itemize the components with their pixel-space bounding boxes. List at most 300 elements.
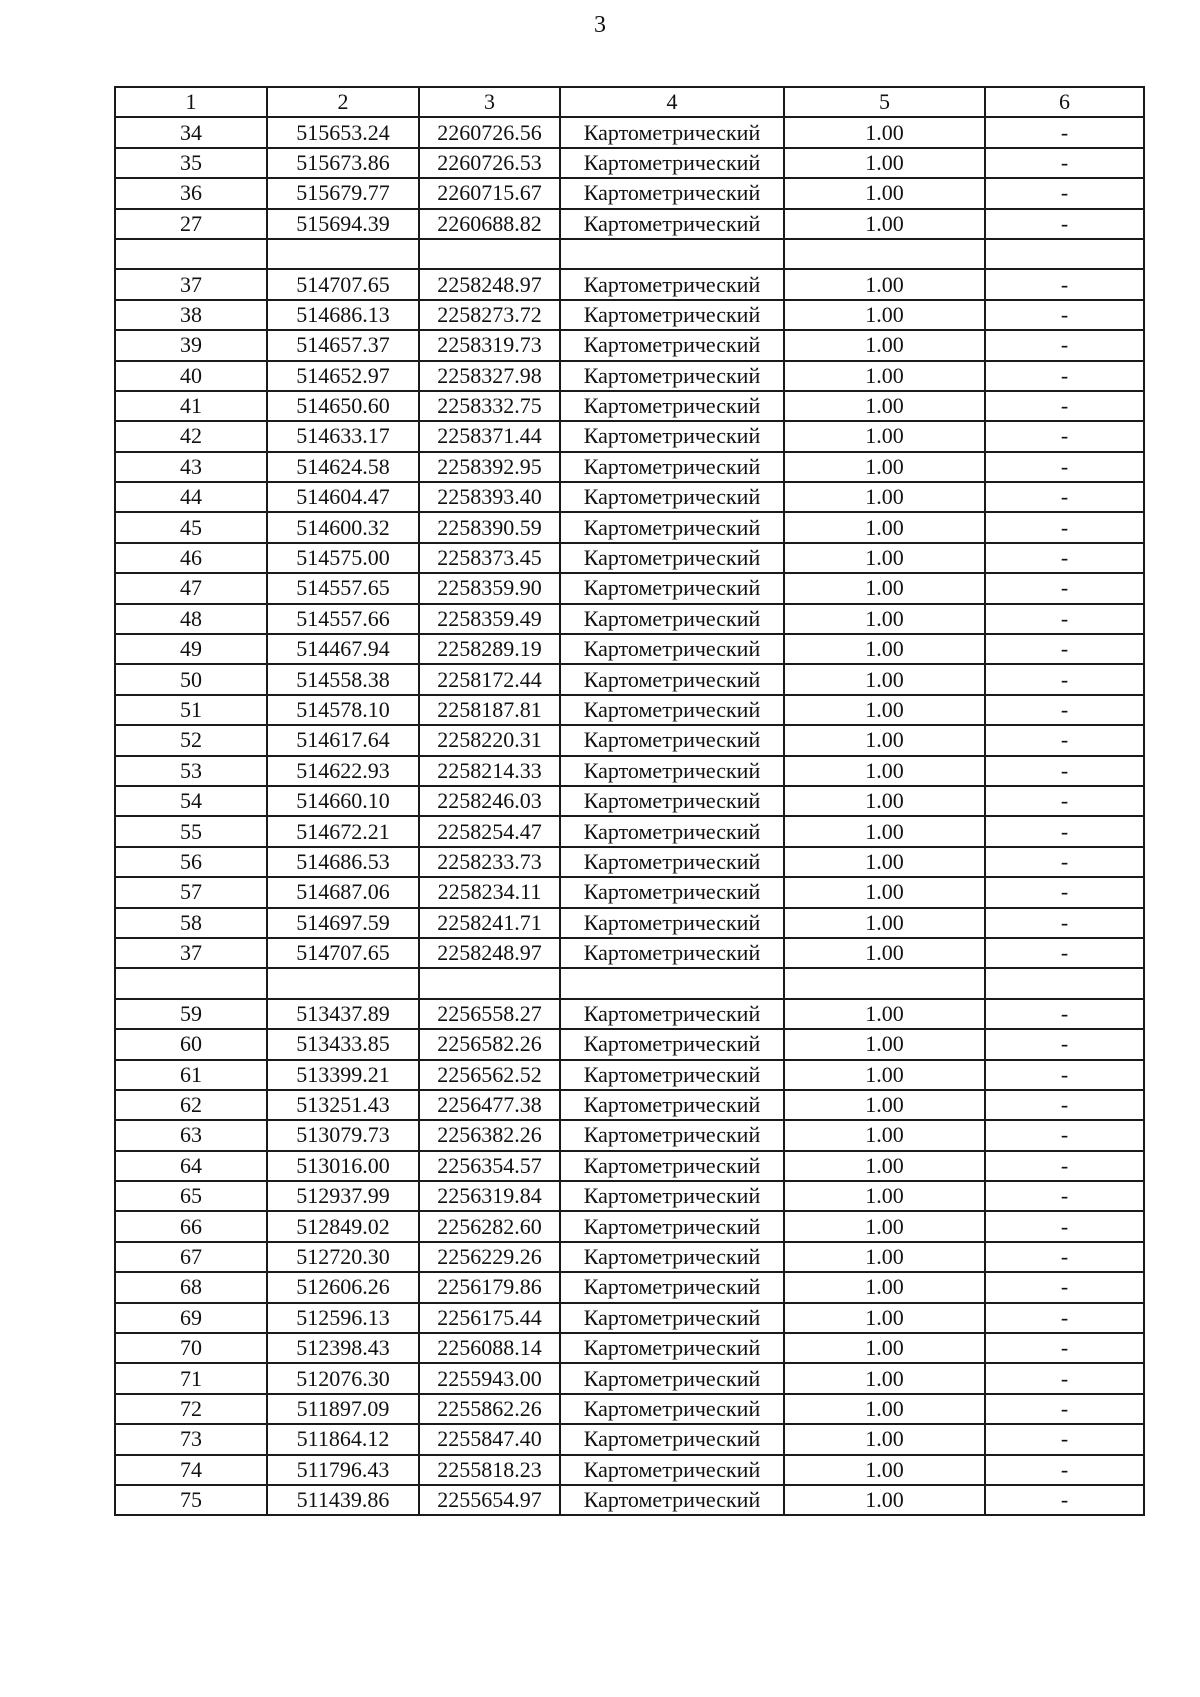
table-row: [115, 634, 1144, 664]
point-number-cell: 55: [115, 816, 267, 846]
point-number-cell: 66: [115, 1211, 267, 1241]
x-coordinate-cell: 513399.21: [267, 1060, 419, 1090]
point-number-cell: 49: [115, 634, 267, 664]
point-number-cell: 39: [115, 330, 267, 360]
point-number-cell: 36: [115, 178, 267, 208]
description-cell: -: [985, 452, 1144, 482]
description-cell: -: [985, 1211, 1144, 1241]
method-cell: Картометрический: [560, 117, 784, 147]
x-coordinate-cell: 513437.89: [267, 999, 419, 1029]
table-header: [115, 87, 1144, 117]
table-row: [115, 1333, 1144, 1363]
description-cell: -: [985, 178, 1144, 208]
accuracy-cell: [784, 968, 985, 998]
x-coordinate-cell: 514467.94: [267, 634, 419, 664]
y-coordinate-cell: 2256088.14: [419, 1333, 560, 1363]
description-cell: -: [985, 908, 1144, 938]
description-cell: -: [985, 512, 1144, 542]
y-coordinate-cell: 2258187.81: [419, 695, 560, 725]
y-coordinate-cell: 2260726.53: [419, 148, 560, 178]
description-cell: -: [985, 1272, 1144, 1302]
y-coordinate-cell: 2258371.44: [419, 421, 560, 451]
point-number-cell: 63: [115, 1120, 267, 1150]
table-row: [115, 908, 1144, 938]
point-number-cell: 41: [115, 391, 267, 421]
method-cell: Картометрический: [560, 1363, 784, 1393]
method-cell: Картометрический: [560, 756, 784, 786]
x-coordinate-cell: 512398.43: [267, 1333, 419, 1363]
y-coordinate-cell: 2258254.47: [419, 816, 560, 846]
description-cell: -: [985, 330, 1144, 360]
accuracy-cell: 1.00: [784, 269, 985, 299]
point-number-cell: 53: [115, 756, 267, 786]
table-row: [115, 938, 1144, 968]
table-row: [115, 239, 1144, 269]
accuracy-cell: 1.00: [784, 786, 985, 816]
x-coordinate-cell: 514657.37: [267, 330, 419, 360]
y-coordinate-cell: [419, 239, 560, 269]
x-coordinate-cell: 511439.86: [267, 1485, 419, 1515]
method-cell: Картометрический: [560, 604, 784, 634]
page-number: 3: [594, 12, 606, 38]
method-cell: Картометрический: [560, 1272, 784, 1302]
point-number-cell: 70: [115, 1333, 267, 1363]
table-row: [115, 117, 1144, 147]
method-cell: Картометрический: [560, 725, 784, 755]
point-number-cell: 45: [115, 512, 267, 542]
y-coordinate-cell: 2256282.60: [419, 1211, 560, 1241]
accuracy-cell: 1.00: [784, 816, 985, 846]
x-coordinate-cell: 512606.26: [267, 1272, 419, 1302]
table-row: [115, 1181, 1144, 1211]
y-coordinate-cell: 2256477.38: [419, 1090, 560, 1120]
x-coordinate-cell: 514604.47: [267, 482, 419, 512]
y-coordinate-cell: 2255847.40: [419, 1424, 560, 1454]
point-number-cell: 40: [115, 361, 267, 391]
method-cell: Картометрический: [560, 786, 784, 816]
accuracy-cell: 1.00: [784, 1090, 985, 1120]
point-number-cell: 72: [115, 1394, 267, 1424]
header-cell-6: 6: [985, 87, 1144, 117]
y-coordinate-cell: 2256179.86: [419, 1272, 560, 1302]
header-cell-1: 1: [115, 87, 267, 117]
method-cell: Картометрический: [560, 1303, 784, 1333]
description-cell: -: [985, 1029, 1144, 1059]
description-cell: -: [985, 604, 1144, 634]
table-row: [115, 756, 1144, 786]
y-coordinate-cell: 2256582.26: [419, 1029, 560, 1059]
description-cell: [985, 239, 1144, 269]
header-row: [115, 87, 1144, 117]
accuracy-cell: 1.00: [784, 756, 985, 786]
method-cell: Картометрический: [560, 999, 784, 1029]
x-coordinate-cell: [267, 968, 419, 998]
x-coordinate-cell: 514652.97: [267, 361, 419, 391]
x-coordinate-cell: 513016.00: [267, 1151, 419, 1181]
y-coordinate-cell: 2255943.00: [419, 1363, 560, 1393]
y-coordinate-cell: 2258172.44: [419, 664, 560, 694]
point-number-cell: 59: [115, 999, 267, 1029]
table-row: [115, 1090, 1144, 1120]
description-cell: -: [985, 421, 1144, 451]
table-row: [115, 1455, 1144, 1485]
point-number-cell: 52: [115, 725, 267, 755]
accuracy-cell: 1.00: [784, 300, 985, 330]
x-coordinate-cell: 515694.39: [267, 209, 419, 239]
description-cell: -: [985, 1485, 1144, 1515]
x-coordinate-cell: 512720.30: [267, 1242, 419, 1272]
accuracy-cell: 1.00: [784, 543, 985, 573]
method-cell: Картометрический: [560, 1029, 784, 1059]
description-cell: -: [985, 1120, 1144, 1150]
method-cell: Картометрический: [560, 300, 784, 330]
description-cell: -: [985, 877, 1144, 907]
point-number-cell: 46: [115, 543, 267, 573]
accuracy-cell: 1.00: [784, 938, 985, 968]
accuracy-cell: 1.00: [784, 1424, 985, 1454]
description-cell: -: [985, 1242, 1144, 1272]
description-cell: -: [985, 999, 1144, 1029]
description-cell: -: [985, 847, 1144, 877]
accuracy-cell: 1.00: [784, 1272, 985, 1302]
accuracy-cell: 1.00: [784, 330, 985, 360]
accuracy-cell: 1.00: [784, 1120, 985, 1150]
accuracy-cell: 1.00: [784, 1485, 985, 1515]
method-cell: Картометрический: [560, 209, 784, 239]
x-coordinate-cell: 514600.32: [267, 512, 419, 542]
point-number-cell: [115, 239, 267, 269]
description-cell: -: [985, 816, 1144, 846]
description-cell: -: [985, 1363, 1144, 1393]
table-row: [115, 148, 1144, 178]
accuracy-cell: [784, 239, 985, 269]
table-row: [115, 543, 1144, 573]
method-cell: Картометрический: [560, 1151, 784, 1181]
x-coordinate-cell: 514660.10: [267, 786, 419, 816]
y-coordinate-cell: 2258390.59: [419, 512, 560, 542]
point-number-cell: 58: [115, 908, 267, 938]
accuracy-cell: 1.00: [784, 1242, 985, 1272]
y-coordinate-cell: 2255862.26: [419, 1394, 560, 1424]
description-cell: -: [985, 1181, 1144, 1211]
point-number-cell: 51: [115, 695, 267, 725]
y-coordinate-cell: 2258319.73: [419, 330, 560, 360]
method-cell: Картометрический: [560, 877, 784, 907]
method-cell: Картометрический: [560, 664, 784, 694]
description-cell: -: [985, 786, 1144, 816]
method-cell: Картометрический: [560, 1485, 784, 1515]
method-cell: Картометрический: [560, 421, 784, 451]
description-cell: -: [985, 1060, 1144, 1090]
description-cell: -: [985, 1303, 1144, 1333]
point-number-cell: 62: [115, 1090, 267, 1120]
method-cell: Картометрический: [560, 1394, 784, 1424]
accuracy-cell: 1.00: [784, 664, 985, 694]
point-number-cell: 69: [115, 1303, 267, 1333]
point-number-cell: 65: [115, 1181, 267, 1211]
table-row: [115, 1303, 1144, 1333]
y-coordinate-cell: 2255818.23: [419, 1455, 560, 1485]
description-cell: -: [985, 482, 1144, 512]
table-row: [115, 877, 1144, 907]
x-coordinate-cell: 515679.77: [267, 178, 419, 208]
point-number-cell: 73: [115, 1424, 267, 1454]
table-row: [115, 1151, 1144, 1181]
point-number-cell: 38: [115, 300, 267, 330]
description-cell: -: [985, 1424, 1144, 1454]
table-row: [115, 452, 1144, 482]
header-cell-2: 2: [267, 87, 419, 117]
y-coordinate-cell: 2258393.40: [419, 482, 560, 512]
point-number-cell: 47: [115, 573, 267, 603]
y-coordinate-cell: 2258273.72: [419, 300, 560, 330]
x-coordinate-cell: 515653.24: [267, 117, 419, 147]
table-row: [115, 786, 1144, 816]
description-cell: -: [985, 1455, 1144, 1485]
y-coordinate-cell: 2258214.33: [419, 756, 560, 786]
y-coordinate-cell: [419, 968, 560, 998]
method-cell: Картометрический: [560, 391, 784, 421]
accuracy-cell: 1.00: [784, 452, 985, 482]
accuracy-cell: 1.00: [784, 117, 985, 147]
accuracy-cell: 1.00: [784, 573, 985, 603]
y-coordinate-cell: 2260715.67: [419, 178, 560, 208]
x-coordinate-cell: 514633.17: [267, 421, 419, 451]
table-row: [115, 968, 1144, 998]
x-coordinate-cell: 514624.58: [267, 452, 419, 482]
y-coordinate-cell: 2258289.19: [419, 634, 560, 664]
y-coordinate-cell: 2256319.84: [419, 1181, 560, 1211]
table-row: [115, 300, 1144, 330]
point-number-cell: 42: [115, 421, 267, 451]
x-coordinate-cell: 514578.10: [267, 695, 419, 725]
coordinates-table: [114, 86, 1145, 1516]
method-cell: Картометрический: [560, 1424, 784, 1454]
table-row: [115, 330, 1144, 360]
x-coordinate-cell: 514686.53: [267, 847, 419, 877]
description-cell: -: [985, 695, 1144, 725]
table-row: [115, 482, 1144, 512]
point-number-cell: 67: [115, 1242, 267, 1272]
method-cell: Картометрический: [560, 512, 784, 542]
y-coordinate-cell: 2258248.97: [419, 269, 560, 299]
y-coordinate-cell: 2258233.73: [419, 847, 560, 877]
accuracy-cell: 1.00: [784, 1211, 985, 1241]
x-coordinate-cell: 514707.65: [267, 269, 419, 299]
point-number-cell: [115, 968, 267, 998]
point-number-cell: 34: [115, 117, 267, 147]
description-cell: -: [985, 573, 1144, 603]
description-cell: -: [985, 1151, 1144, 1181]
description-cell: -: [985, 543, 1144, 573]
x-coordinate-cell: 511897.09: [267, 1394, 419, 1424]
y-coordinate-cell: 2256175.44: [419, 1303, 560, 1333]
x-coordinate-cell: 514557.66: [267, 604, 419, 634]
table-row: [115, 1272, 1144, 1302]
description-cell: -: [985, 148, 1144, 178]
y-coordinate-cell: 2256558.27: [419, 999, 560, 1029]
x-coordinate-cell: 514686.13: [267, 300, 419, 330]
point-number-cell: 68: [115, 1272, 267, 1302]
x-coordinate-cell: 512596.13: [267, 1303, 419, 1333]
table-row: [115, 847, 1144, 877]
point-number-cell: 71: [115, 1363, 267, 1393]
table-row: [115, 1060, 1144, 1090]
x-coordinate-cell: 514557.65: [267, 573, 419, 603]
x-coordinate-cell: 514622.93: [267, 756, 419, 786]
method-cell: Картометрический: [560, 938, 784, 968]
x-coordinate-cell: 514650.60: [267, 391, 419, 421]
description-cell: -: [985, 634, 1144, 664]
method-cell: Картометрический: [560, 269, 784, 299]
table-row: [115, 1363, 1144, 1393]
accuracy-cell: 1.00: [784, 1455, 985, 1485]
accuracy-cell: 1.00: [784, 1151, 985, 1181]
x-coordinate-cell: 514617.64: [267, 725, 419, 755]
x-coordinate-cell: 515673.86: [267, 148, 419, 178]
y-coordinate-cell: 2258248.97: [419, 938, 560, 968]
method-cell: Картометрический: [560, 634, 784, 664]
x-coordinate-cell: 511864.12: [267, 1424, 419, 1454]
table-row: [115, 178, 1144, 208]
table-row: [115, 209, 1144, 239]
method-cell: Картометрический: [560, 482, 784, 512]
x-coordinate-cell: 512849.02: [267, 1211, 419, 1241]
description-cell: -: [985, 725, 1144, 755]
y-coordinate-cell: 2256382.26: [419, 1120, 560, 1150]
x-coordinate-cell: 514697.59: [267, 908, 419, 938]
description-cell: [985, 968, 1144, 998]
description-cell: -: [985, 361, 1144, 391]
accuracy-cell: 1.00: [784, 999, 985, 1029]
point-number-cell: 37: [115, 938, 267, 968]
table-body: [115, 117, 1144, 1515]
description-cell: -: [985, 117, 1144, 147]
method-cell: Картометрический: [560, 816, 784, 846]
table-row: [115, 999, 1144, 1029]
accuracy-cell: 1.00: [784, 361, 985, 391]
description-cell: -: [985, 1333, 1144, 1363]
accuracy-cell: 1.00: [784, 604, 985, 634]
point-number-cell: 64: [115, 1151, 267, 1181]
description-cell: -: [985, 391, 1144, 421]
accuracy-cell: 1.00: [784, 908, 985, 938]
table-row: [115, 269, 1144, 299]
description-cell: -: [985, 300, 1144, 330]
accuracy-cell: 1.00: [784, 877, 985, 907]
accuracy-cell: 1.00: [784, 1333, 985, 1363]
table-row: [115, 1242, 1144, 1272]
point-number-cell: 50: [115, 664, 267, 694]
accuracy-cell: 1.00: [784, 148, 985, 178]
point-number-cell: 56: [115, 847, 267, 877]
method-cell: Картометрический: [560, 452, 784, 482]
x-coordinate-cell: 514707.65: [267, 938, 419, 968]
point-number-cell: 37: [115, 269, 267, 299]
description-cell: -: [985, 1394, 1144, 1424]
method-cell: Картометрический: [560, 361, 784, 391]
y-coordinate-cell: 2260726.56: [419, 117, 560, 147]
table-row: [115, 573, 1144, 603]
table-row: [115, 664, 1144, 694]
point-number-cell: 48: [115, 604, 267, 634]
description-cell: -: [985, 269, 1144, 299]
accuracy-cell: 1.00: [784, 482, 985, 512]
x-coordinate-cell: 514575.00: [267, 543, 419, 573]
y-coordinate-cell: 2258392.95: [419, 452, 560, 482]
method-cell: Картометрический: [560, 178, 784, 208]
method-cell: Картометрический: [560, 1242, 784, 1272]
method-cell: Картометрический: [560, 1120, 784, 1150]
accuracy-cell: 1.00: [784, 1363, 985, 1393]
point-number-cell: 61: [115, 1060, 267, 1090]
accuracy-cell: 1.00: [784, 1303, 985, 1333]
y-coordinate-cell: 2258327.98: [419, 361, 560, 391]
x-coordinate-cell: 514687.06: [267, 877, 419, 907]
y-coordinate-cell: 2258220.31: [419, 725, 560, 755]
table-row: [115, 816, 1144, 846]
y-coordinate-cell: 2258332.75: [419, 391, 560, 421]
x-coordinate-cell: 514558.38: [267, 664, 419, 694]
table-row: [115, 1211, 1144, 1241]
description-cell: -: [985, 938, 1144, 968]
x-coordinate-cell: 513433.85: [267, 1029, 419, 1059]
method-cell: Картометрический: [560, 148, 784, 178]
accuracy-cell: 1.00: [784, 178, 985, 208]
accuracy-cell: 1.00: [784, 695, 985, 725]
x-coordinate-cell: 512937.99: [267, 1181, 419, 1211]
table-row: [115, 1485, 1144, 1515]
table-row: [115, 1029, 1144, 1059]
y-coordinate-cell: 2256562.52: [419, 1060, 560, 1090]
method-cell: [560, 239, 784, 269]
table-row: [115, 361, 1144, 391]
method-cell: Картометрический: [560, 847, 784, 877]
y-coordinate-cell: 2256354.57: [419, 1151, 560, 1181]
y-coordinate-cell: 2256229.26: [419, 1242, 560, 1272]
point-number-cell: 57: [115, 877, 267, 907]
accuracy-cell: 1.00: [784, 634, 985, 664]
table-row: [115, 695, 1144, 725]
y-coordinate-cell: 2258234.11: [419, 877, 560, 907]
method-cell: Картометрический: [560, 1181, 784, 1211]
point-number-cell: 74: [115, 1455, 267, 1485]
table-row: [115, 391, 1144, 421]
description-cell: -: [985, 209, 1144, 239]
y-coordinate-cell: 2258241.71: [419, 908, 560, 938]
accuracy-cell: 1.00: [784, 725, 985, 755]
method-cell: Картометрический: [560, 1211, 784, 1241]
x-coordinate-cell: 514672.21: [267, 816, 419, 846]
point-number-cell: 60: [115, 1029, 267, 1059]
accuracy-cell: 1.00: [784, 1181, 985, 1211]
accuracy-cell: 1.00: [784, 1029, 985, 1059]
point-number-cell: 54: [115, 786, 267, 816]
method-cell: Картометрический: [560, 1333, 784, 1363]
x-coordinate-cell: 513079.73: [267, 1120, 419, 1150]
header-cell-3: 3: [419, 87, 560, 117]
description-cell: -: [985, 1090, 1144, 1120]
y-coordinate-cell: 2260688.82: [419, 209, 560, 239]
table-row: [115, 604, 1144, 634]
x-coordinate-cell: 512076.30: [267, 1363, 419, 1393]
method-cell: Картометрический: [560, 573, 784, 603]
header-cell-4: 4: [560, 87, 784, 117]
x-coordinate-cell: 511796.43: [267, 1455, 419, 1485]
method-cell: Картометрический: [560, 1090, 784, 1120]
y-coordinate-cell: 2258246.03: [419, 786, 560, 816]
accuracy-cell: 1.00: [784, 209, 985, 239]
